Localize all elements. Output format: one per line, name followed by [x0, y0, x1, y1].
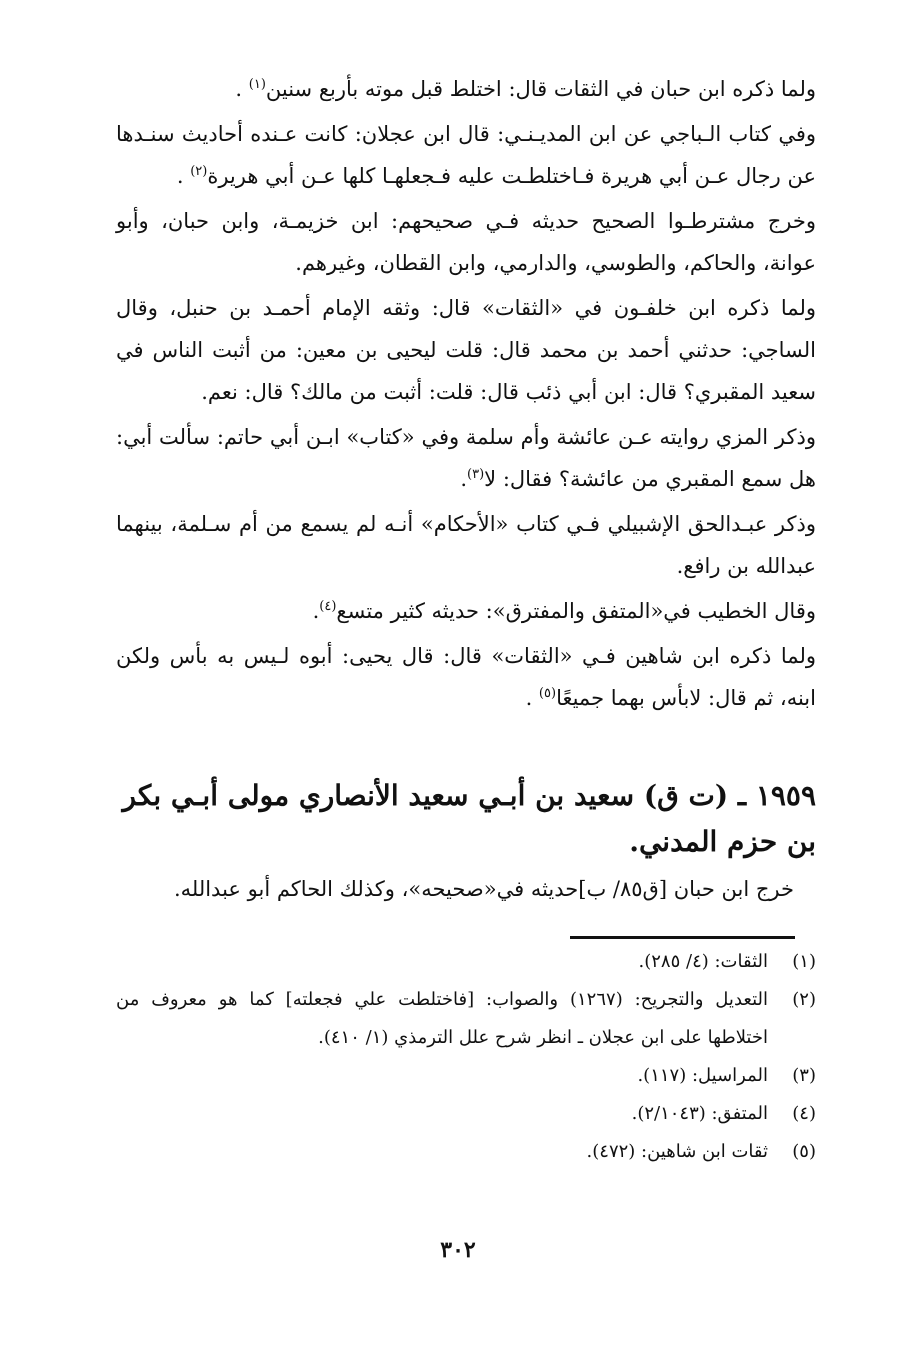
footnote-text: المراسيل: (١١٧).	[637, 1065, 768, 1086]
footnote-number: (٤)	[792, 1103, 816, 1124]
paragraph-1-text: ولما ذكره ابن حبان في الثقات قال: اختلط قبل موته بأربع سنين	[265, 77, 816, 101]
footnote-ref-2[interactable]: (٢)	[190, 164, 208, 179]
entry-heading: ١٩٥٩ ـ (ت ق) سعيد بن أبـي سعيد الأنصاري مولى أبـي بكر بن حزم المدني.	[122, 779, 816, 858]
paragraph-5-text: وذكر المزي روايته عـن عائشة وأم سلمة وفي «كتاب» ابـن أبي حاتم: سألت أبي: هل سمع المقبري من عائشة؟ فقال: لا	[116, 425, 816, 491]
footnote-1	[116, 943, 816, 981]
page-number: ٣٠٢	[440, 1237, 476, 1263]
footnote-4	[116, 1095, 816, 1133]
paragraph-7-text: وقال الخطيب في«المتفق والمفترق»: حديثه كثير متسع	[336, 599, 816, 623]
footnote-number: (٣)	[792, 1065, 816, 1086]
footnote-ref-3[interactable]: (٣)	[467, 467, 485, 482]
footnote-ref-4[interactable]: (٤)	[319, 599, 337, 614]
footnote-2	[116, 981, 816, 1057]
footnote-text: الثقات: (٤/ ٢٨٥).	[638, 951, 768, 972]
paragraph-2-text: وفي كتاب الـباجي عن ابن المديـنـي: قال ابن عجلان: كانت عـنده أحاديث سنـدها عن رجال عـن أبي هريرة فـاختلطـت عليه فـجعلهـا كلها عـن أبي هريرة	[116, 122, 816, 188]
footnote-text: ثقات ابن شاهين: (٤٧٢).	[586, 1141, 768, 1162]
paragraph-3	[116, 200, 816, 284]
paragraph-2-tail: .	[176, 164, 191, 188]
paragraph-4-text: ولما ذكره ابن خلفـون في «الثقات» قال: وثقه الإمام أحمـد بن حنبل، وقال الساجي: حدثني أحمد بن محمد قال: قلت ليحيى بن معين: من أثبت الناس في سعيد المقبري؟ قال: ابن أبي ذئب قال: قلت: أثبت من مالك؟ قال: نعم.	[116, 296, 816, 404]
footnote-number: (٥)	[792, 1141, 816, 1162]
footnote-ref-5[interactable]: (٥)	[538, 686, 557, 701]
paragraph-5	[116, 416, 816, 500]
footnote-text: المتفق: (٢/١٠٤٣).	[631, 1103, 768, 1124]
entry-paragraph: خرج ابن حبان [ق٨٥/ ب]حديثه في«صحيحه»، وكذلك الحاكم أبو عبدالله.	[173, 877, 794, 901]
paragraph-7-tail: .	[312, 599, 320, 623]
footnote-5	[116, 1133, 816, 1171]
paragraph-4	[116, 287, 816, 413]
paragraph-6-text: وذكر عبـدالحق الإشبيلي فـي كتاب «الأحكام» أنـه لم يسمع من أم سـلمة، بينهما عبدالله بن رافع.	[116, 512, 816, 578]
footnote-number: (٢)	[792, 989, 816, 1010]
footnote-3	[116, 1057, 816, 1095]
paragraph-2	[116, 113, 816, 197]
paragraph-7	[116, 590, 816, 632]
paragraph-6	[116, 503, 816, 587]
main-text	[116, 68, 816, 722]
paragraph-8-text: ولما ذكره ابن شاهين فـي «الثقات» قال: قال يحيى: أبوه لـيس به بأس ولكن ابنه، ثم قال: لابأس بهما جميعًا	[116, 644, 816, 710]
paragraph-8	[116, 635, 816, 719]
paragraph-1	[116, 68, 816, 110]
footnote-text: التعديل والتجريح: (١٢٦٧) والصواب: [فاختلطت علي فجعلته] كما هو معروف من اختلاطها على ابن عجلان ـ انظر شرح علل الترمذي (١/ ٤١٠).	[116, 989, 768, 1048]
footnotes-list	[116, 943, 816, 1171]
paragraph-8-tail: .	[525, 686, 539, 710]
paragraph-1-tail: .	[235, 77, 249, 101]
footnote-ref-1[interactable]: (١)	[248, 77, 266, 92]
paragraph-5-tail: .	[460, 467, 468, 491]
paragraph-3-text: وخرج مشترطـوا الصحيح حديثه فـي صحيحهم: ابن خزيمـة، وابن حبان، وأبو عوانة، والحاكم، والطوسي، والدارمي، وابن القطان، وغيرهم.	[116, 209, 816, 275]
footnote-number: (١)	[792, 951, 816, 972]
footnote-divider	[570, 936, 795, 939]
